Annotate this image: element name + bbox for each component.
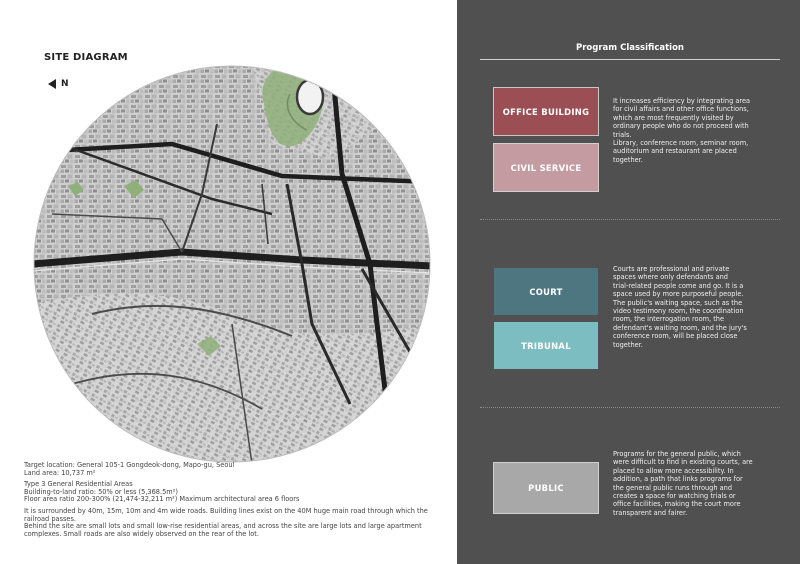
public-box: PUBLIC: [494, 463, 598, 513]
description-line: The public's waiting space, such as the: [613, 298, 743, 307]
description-line: Target location: General 105-1 Gongdeok-dong, Mapo-gu, Seoul: [24, 461, 235, 469]
public-description: [613, 450, 773, 517]
office-building-box: OFFICE BUILDING: [494, 88, 598, 135]
description-line: trial-related people come and go. It is a: [613, 281, 744, 290]
description-line: the general public runs through and: [613, 483, 733, 492]
description-line: complexes. Small roads are also widely observed on the rear of the lot.: [24, 529, 259, 538]
title-divider: [480, 59, 780, 60]
description-line: Land area: 10,737 m²: [24, 468, 96, 477]
description-line: conference room, will be placed close: [613, 332, 738, 341]
description-line: Library, conference room, seminar room,: [613, 139, 749, 148]
description-line: It increases efficiency by integrating area: [613, 97, 751, 105]
office-civil-description: [613, 97, 773, 164]
description-line: It is surrounded by 40m, 15m, 10m and 4m wide roads. Building lines exist on the 40M huge main road through which the: [24, 506, 428, 515]
civil-service-box: CIVIL SERVICE: [494, 144, 598, 191]
description-line: addition, a path that links programs for: [613, 475, 743, 484]
description-line: Type 3 General Residential Areas: [24, 480, 133, 489]
site-description-paragraph: [24, 508, 444, 538]
description-line: trials.: [613, 130, 632, 139]
tribunal-box: TRIBUNAL: [494, 322, 598, 369]
description-line: together.: [613, 340, 643, 349]
site-map: [32, 64, 432, 464]
description-line: for civil affairs and other office functions,: [613, 105, 749, 114]
description-line: auditorium and restaurant are placed: [613, 147, 737, 156]
description-line: Building-to-land ratio: 50% or less (5,368.5m²): [24, 487, 178, 496]
description-line: office facilities, making the court more: [613, 500, 741, 509]
court-box: COURT: [494, 268, 598, 315]
description-line: together.: [613, 155, 643, 164]
description-line: were difficult to find in existing courts, are: [613, 458, 753, 467]
description-line: Floor area ratio 200-300% (21,474-32,211 m²) Maximum architectural area 6 floors: [24, 495, 300, 504]
section-divider: [480, 407, 780, 408]
description-line: ordinary people who do not proceed with: [613, 122, 749, 131]
court-tribunal-description: [613, 265, 773, 349]
description-line: Behind the site are small lots and small low-rise residential areas, and across the site are large lots and large apartment: [24, 522, 422, 531]
description-line: video testimony room, the coordination: [613, 307, 744, 316]
description-line: railroad passes.: [24, 514, 77, 523]
site-description-paragraph: [24, 462, 444, 477]
description-line: creates a space for watching trials or: [613, 492, 736, 501]
description-line: space used by more purposeful people.: [613, 290, 744, 299]
site-diagram-title: SITE DIAGRAM: [44, 52, 128, 63]
site-description-paragraph: [24, 481, 444, 504]
description-line: which are most frequently visited by: [613, 113, 734, 122]
description-line: placed to allow more accessibility. In: [613, 466, 734, 475]
site-description: [24, 462, 444, 542]
description-line: Programs for the general public, which: [613, 450, 741, 458]
description-line: spaces where only defendants and: [613, 273, 728, 282]
description-line: room, the interrogation room, the: [613, 315, 725, 324]
north-label: N: [61, 79, 69, 89]
description-line: Courts are professional and private: [613, 265, 730, 273]
description-line: transparent and fairer.: [613, 508, 688, 517]
program-classification-title: Program Classification: [576, 43, 684, 53]
section-divider: [480, 219, 780, 220]
description-line: defendant's waiting room, and the jury's: [613, 323, 747, 332]
